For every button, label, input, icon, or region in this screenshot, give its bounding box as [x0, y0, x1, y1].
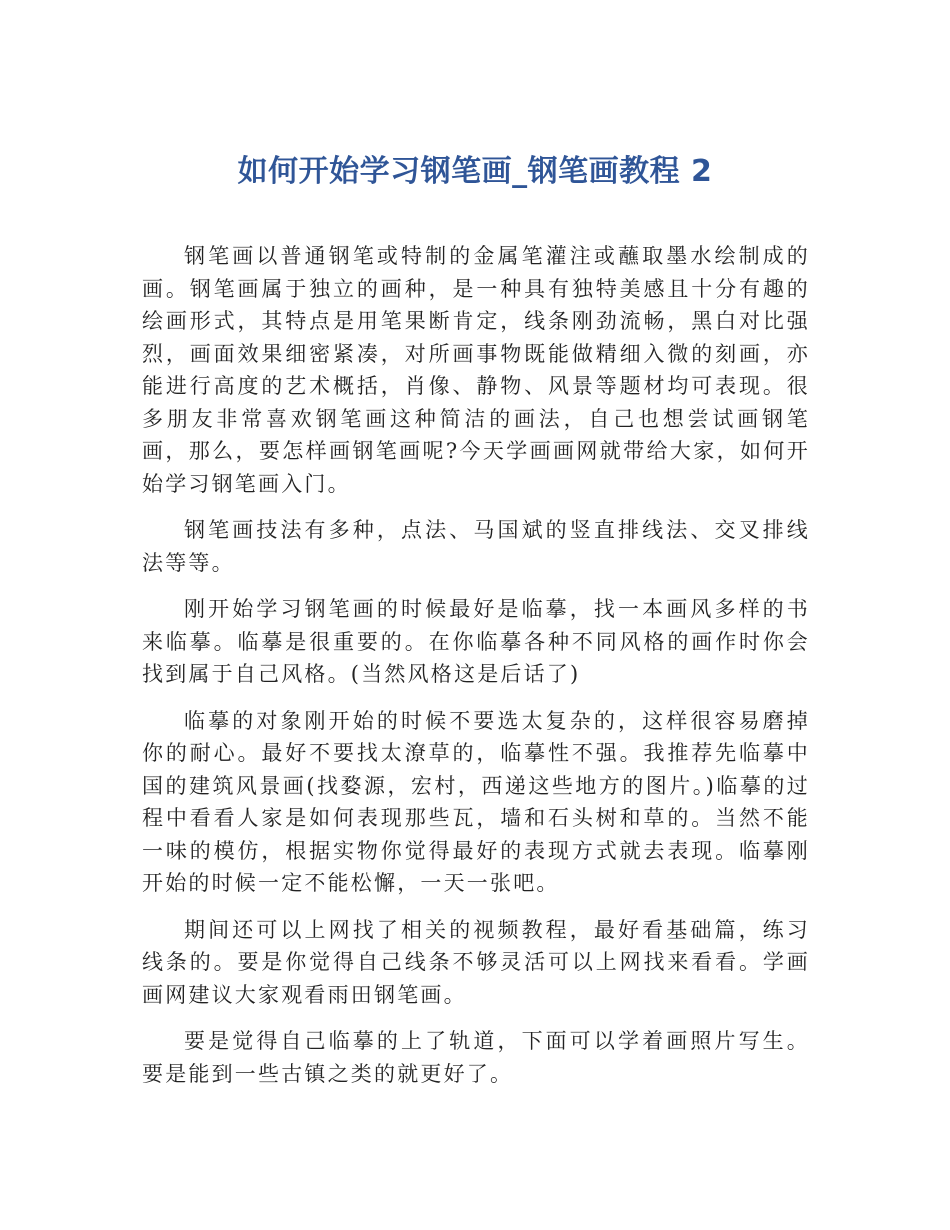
paragraph-sketching: 要是觉得自己临摹的上了轨道，下面可以学着画照片写生。要是能到一些古镇之类的就更好了。: [142, 1029, 810, 1086]
document-title: 如何开始学习钢笔画_钢笔画教程 2: [237, 154, 713, 189]
paragraph-copying: 刚开始学习钢笔画的时候最好是临摹，找一本画风多样的书来临摹。临摹是很重要的。在你临摹各种不同风格的画作时你会找到属于自己风格。(当然风格这是后话了): [142, 597, 810, 686]
paragraph-video-tutorials: 期间还可以上网找了相关的视频教程，最好看基础篇，练习线条的。要是你觉得自己线条不够灵活可以上网找来看看。学画画网建议大家观看雨田钢笔画。: [142, 917, 810, 1007]
paragraph-intro: 钢笔画以普通钢笔或特制的金属笔灌注或蘸取墨水绘制成的画。钢笔画属于独立的画种，是一种具有独特美感且十分有趣的绘画形式，其特点是用笔果断肯定，线条刚劲流畅，黑白对比强烈，画面效果细密紧凑，对所画事物既能做精细入微的刻画，亦能进行高度的艺术概括，肖像、静物、风景等题材均可表现。很多朋友非常喜欢钢笔画这种简洁的画法，自己也想尝试画钢笔画，那么，要怎样画钢笔画呢?今天学画画网就带给大家，如何开始学习钢笔画入门。: [142, 244, 810, 496]
paragraph-copying-subject: 临摹的对象刚开始的时候不要选太复杂的，这样很容易磨掉你的耐心。最好不要找太潦草的，临摹性不强。我推荐先临摹中国的建筑风景画(找婺源，宏村，西递这些地方的图片。)临摹的过程中看看人家是如何表现那些瓦，墙和石头树和草的。当然不能一味的模仿，根据实物你觉得最好的表现方式就去表现。临摹刚开始的时候一定不能松懈，一天一张吧。: [142, 708, 810, 895]
paragraph-techniques: 钢笔画技法有多种，点法、马国斌的竖直排线法、交叉排线法等等。: [142, 518, 810, 575]
document-body: [142, 240, 810, 1104]
